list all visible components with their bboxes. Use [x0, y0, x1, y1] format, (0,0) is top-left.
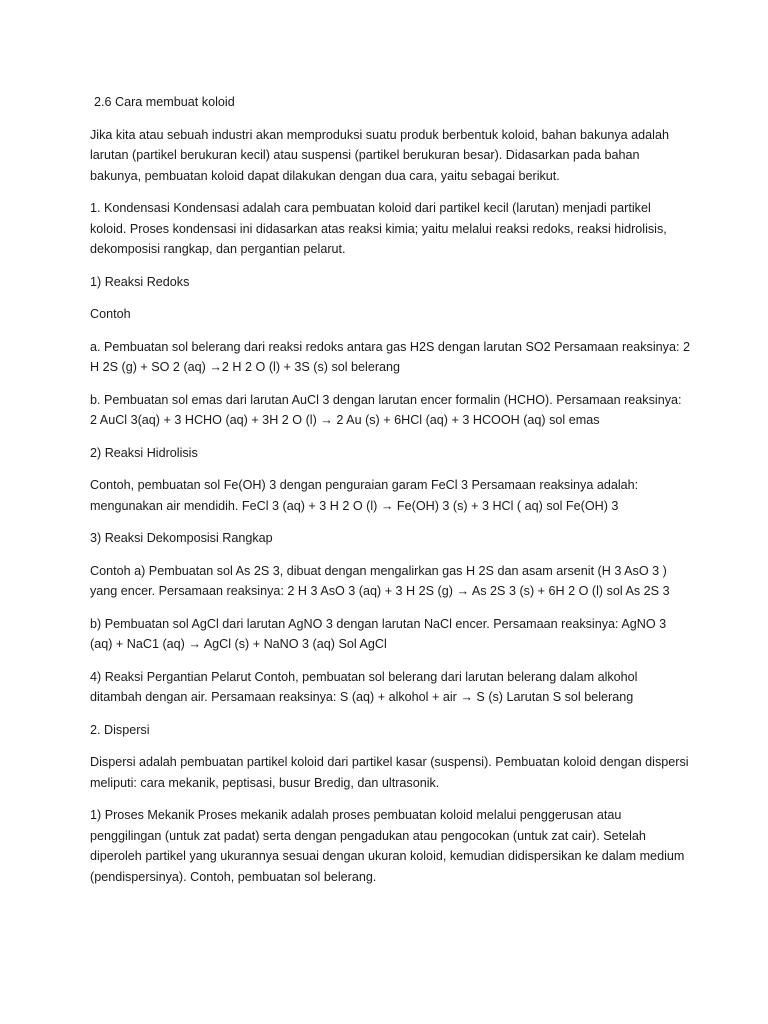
subheading-dispersi: 2. Dispersi	[90, 722, 150, 737]
paragraph-pergantian-pelarut: 4) Reaksi Pergantian Pelarut Contoh, pembuatan sol belerang dari larutan belerang dalam alkohol ditambah dengan air. Persamaan reaksinya: S (aq) + alkohol + air → S (s) Larutan S sol belerang	[90, 669, 638, 704]
paragraph-dispersi: Dispersi adalah pembuatan partikel koloid dari partikel kasar (suspensi). Pembuatan koloid dengan dispersi meliputi: cara mekanik, peptisasi, busur Bredig, dan ultrasonik.	[90, 755, 689, 790]
paragraph-sol-emas: b. Pembuatan sol emas dari larutan AuCl 3 dengan larutan encer formalin (HCHO). Persamaan reaksinya: 2 AuCl 3(aq) + 3 HCHO (aq) + 3H 2 O (l) → 2 Au (s) + 6HCl (aq) + 3 HCOOH (aq) sol emas	[90, 392, 682, 427]
subheading-reaksi-redoks: 1) Reaksi Redoks	[90, 274, 190, 289]
label-contoh: Contoh	[90, 307, 131, 321]
subheading-dekomposisi-rangkap: 3) Reaksi Dekomposisi Rangkap	[90, 531, 273, 545]
paragraph-sol-feoh3: Contoh, pembuatan sol Fe(OH) 3 dengan penguraian garam FeCl 3 Persamaan reaksinya adalah: mengunakan air mendidih. FeCl 3 (aq) + 3 H 2 O (l) → Fe(OH) 3 (s) + 3 HCl ( aq) sol Fe(OH) 3	[90, 478, 639, 513]
paragraph-proses-mekanik: 1) Proses Mekanik Proses mekanik adalah proses pembuatan koloid melalui penggerusan atau penggilingan (untuk zat padat) serta dengan pengadukan atau pengocokan (untuk zat cair). Setelah diperoleh partikel yang ukurannya sesuai dengan ukuran koloid, kemudian didispersikan ke dalam medium (pendispersinya). Contoh, pembuatan sol belerang.	[90, 808, 685, 884]
document-page	[90, 92, 690, 899]
paragraph-sol-as2s3: Contoh a) Pembuatan sol As 2S 3, dibuat dengan mengalirkan gas H 2S dan asam arsenit (H 3 AsO 3 ) yang encer. Persamaan reaksinya: 2 H 3 AsO 3 (aq) + 3 H 2S (g) → As 2S 3 (s) + 6H 2 O (l) sol As 2S 3	[90, 563, 670, 598]
section-heading: 2.6 Cara membuat koloid	[94, 95, 235, 109]
paragraph-sol-belerang: a. Pembuatan sol belerang dari reaksi redoks antara gas H2S dengan larutan SO2 Persamaan reaksinya: 2 H 2S (g) + SO 2 (aq) →2 H 2 O (l) + 3S (s) sol belerang	[90, 339, 690, 374]
subheading-reaksi-hidrolisis: 2) Reaksi Hidrolisis	[90, 445, 198, 460]
paragraph-intro: Jika kita atau sebuah industri akan memproduksi suatu produk berbentuk koloid, bahan bakunya adalah larutan (partikel berukuran kecil) atau suspensi (partikel berukuran besar). Didasarkan pada bahan bakunya, pembuatan koloid dapat dilakukan dengan dua cara, yaitu sebagai berikut.	[90, 127, 669, 183]
paragraph-sol-agcl: b) Pembuatan sol AgCl dari larutan AgNO 3 dengan larutan NaCl encer. Persamaan reaksinya: AgNO 3 (aq) + NaC1 (aq) → AgCl (s) + NaNO 3 (aq) Sol AgCl	[90, 616, 667, 651]
paragraph-kondensasi: 1. Kondensasi Kondensasi adalah cara pembuatan koloid dari partikel kecil (larutan) menjadi partikel koloid. Proses kondensasi ini didasarkan atas reaksi kimia; yaitu melalui reaksi redoks, reaksi hidrolisis, dekomposisi rangkap, dan pergantian pelarut.	[90, 201, 667, 256]
